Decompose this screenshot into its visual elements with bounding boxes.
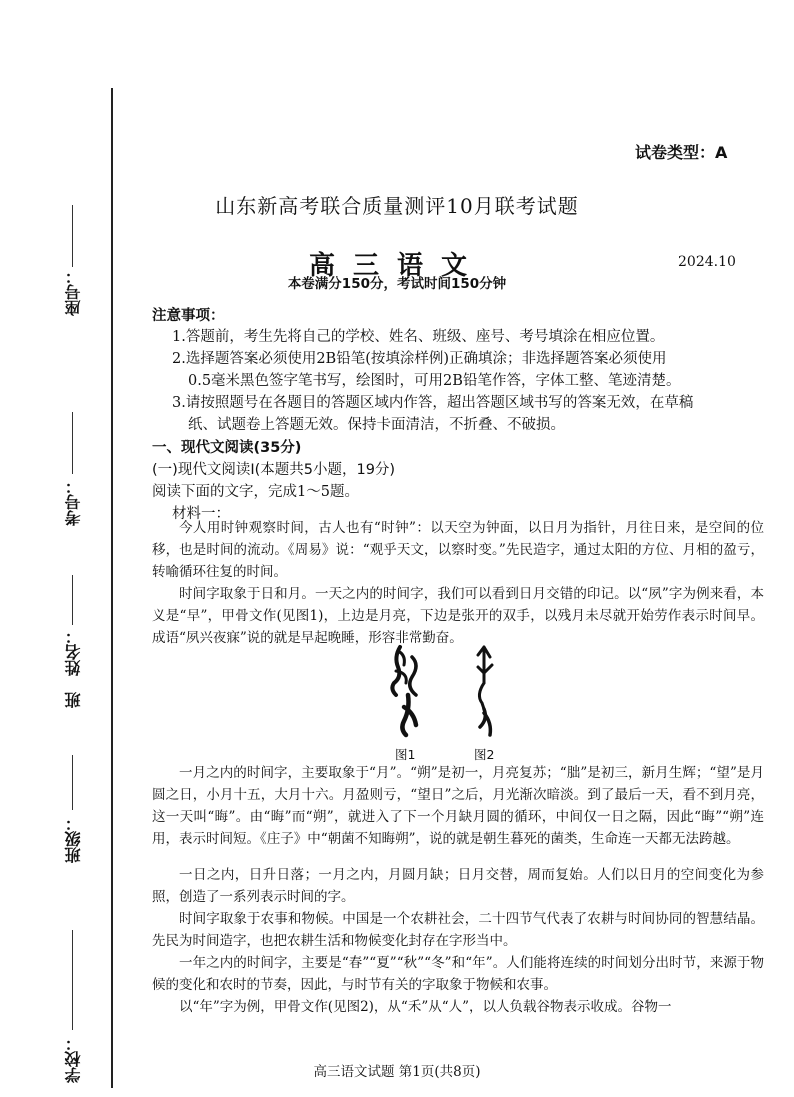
subject-title: 高三语文 xyxy=(308,251,485,281)
exam-title: 山东新高考联合质量测评10月联考试题 xyxy=(215,194,579,218)
notice-item-3 xyxy=(172,392,764,436)
paragraph-3: 一月之内的时间字，主要取象于“月”。“朔”是初一，月亮复苏；“朏”是初三，新月生辉；“望”是月圆之日，小月十五，大月十六。月盈则亏，“望日”之后，月光渐次暗淡。到了最后一天，看不到月亮，这一天叫“晦”。由“晦”而“朔”，就进入了下一个月缺月圆的循环，中间仅一日之隔，因此“晦”“朔”连用，表示时间短。《庄子》中“朝菌不知晦朔”，说的就是朝生暮死的菌类，生命连一天都无法跨越。 xyxy=(152,765,764,847)
paragraph-2: 时间字取象于日和月。一天之内的时间字，我们可以看到日月交错的印记。以“夙”字为例来看，本义是“早”，甲骨文作(见图1)，上边是月亮，下边是张开的双手，以残月未尽就开始劳作表示时间早。成语“夙兴夜寐”说的就是早起晚睡，形容非常勤奋。 xyxy=(152,586,764,646)
notice-title: 注意事项： xyxy=(152,308,225,324)
binding-line xyxy=(111,88,113,1088)
name-fill-line[interactable] xyxy=(72,575,73,625)
notice-item-2-line2: 0.5毫米黑色签字笔书写，绘图时，可用2B铅笔作答，字体工整、笔迹清楚。 xyxy=(188,373,681,389)
score-line: 本卷满分150分，考试时间150分钟 xyxy=(287,276,507,292)
exam-no-label: 考号： xyxy=(64,478,83,526)
school-fill-line[interactable] xyxy=(72,930,73,1030)
exam-no-fill-line[interactable] xyxy=(72,412,73,474)
seat-label: 座号： xyxy=(64,268,83,316)
paragraph-1: 今人用时钟观察时间，古人也有“时钟”：以天空为钟面，以日月为指针，月往日来，是空间的位移，也是时间的流动。《周易》说：“观乎天文，以察时变。”先民造字，通过太阳的方位、月相的盈亏，转喻循环往复的时间。 xyxy=(152,520,764,580)
reading-instruction: 阅读下面的文字，完成1～5题。 xyxy=(152,484,359,500)
notice-item-3-line2: 纸、试题卷上答题无效。保持卡面清洁，不折叠、不破损。 xyxy=(188,417,565,433)
paragraph-5: 时间字取象于农事和物候。中国是一个农耕社会，二十四节气代表了农耕与时间协同的智慧结晶。先民为时间造字，也把农耕生活和物候变化封存在字形当中。 xyxy=(152,911,764,949)
oracle-bone-su-figure xyxy=(386,643,426,739)
paragraph-7: 以“年”字为例，甲骨文作(见图2)，从“禾”从“人”，以人负载谷物表示收成。谷物一 xyxy=(179,999,672,1015)
notice-item-1 xyxy=(172,326,764,348)
notice-item-2 xyxy=(172,348,764,392)
figure-1-caption: 图1 xyxy=(395,747,416,762)
subsection-heading: (一)现代文阅读Ⅰ(本题共5小题，19分) xyxy=(152,462,396,478)
page-footer: 高三语文试题 第1页(共8页) xyxy=(313,1064,481,1080)
paragraph-6: 一年之内的时间字，主要是“春”“夏”“秋”“冬”和“年”。人们能将连续的时间划分出时节，来源于物候的变化和农时的节奏，因此，与时节有关的字取象于物候和农事。 xyxy=(152,955,764,993)
paragraph-4: 一日之内，日升日落；一月之内，月圆月缺；日月交替，周而复始。人们以日月的空间变化为参照，创造了一系列表示时间的字。 xyxy=(152,867,764,905)
notice-item-2-line1: 2.选择题答案必须使用2B铅笔(按填涂样例)正确填涂；非选择题答案必须使用 xyxy=(172,351,667,367)
class-fill-line[interactable] xyxy=(72,755,73,810)
school-label: 学校： xyxy=(64,1035,83,1083)
section-heading: 一、现代文阅读(35分) xyxy=(152,440,302,456)
paper-type: 试卷类型：A xyxy=(635,143,728,162)
material-label: 材料一： xyxy=(172,506,230,522)
figure-2-caption: 图2 xyxy=(474,747,495,762)
oracle-bone-nian-figure xyxy=(470,643,498,739)
name-label: 班 姓名： xyxy=(64,628,83,708)
exam-date: 2024.10 xyxy=(678,254,736,270)
class-label: 班级： xyxy=(64,815,83,863)
notice-item-1-text: 1.答题前，考生先将自己的学校、姓名、班级、座号、考号填涂在相应位置。 xyxy=(172,329,665,345)
notice-item-3-line1: 3.请按照题号在各题目的答题区域内作答，超出答题区域书写的答案无效，在草稿 xyxy=(172,395,694,411)
